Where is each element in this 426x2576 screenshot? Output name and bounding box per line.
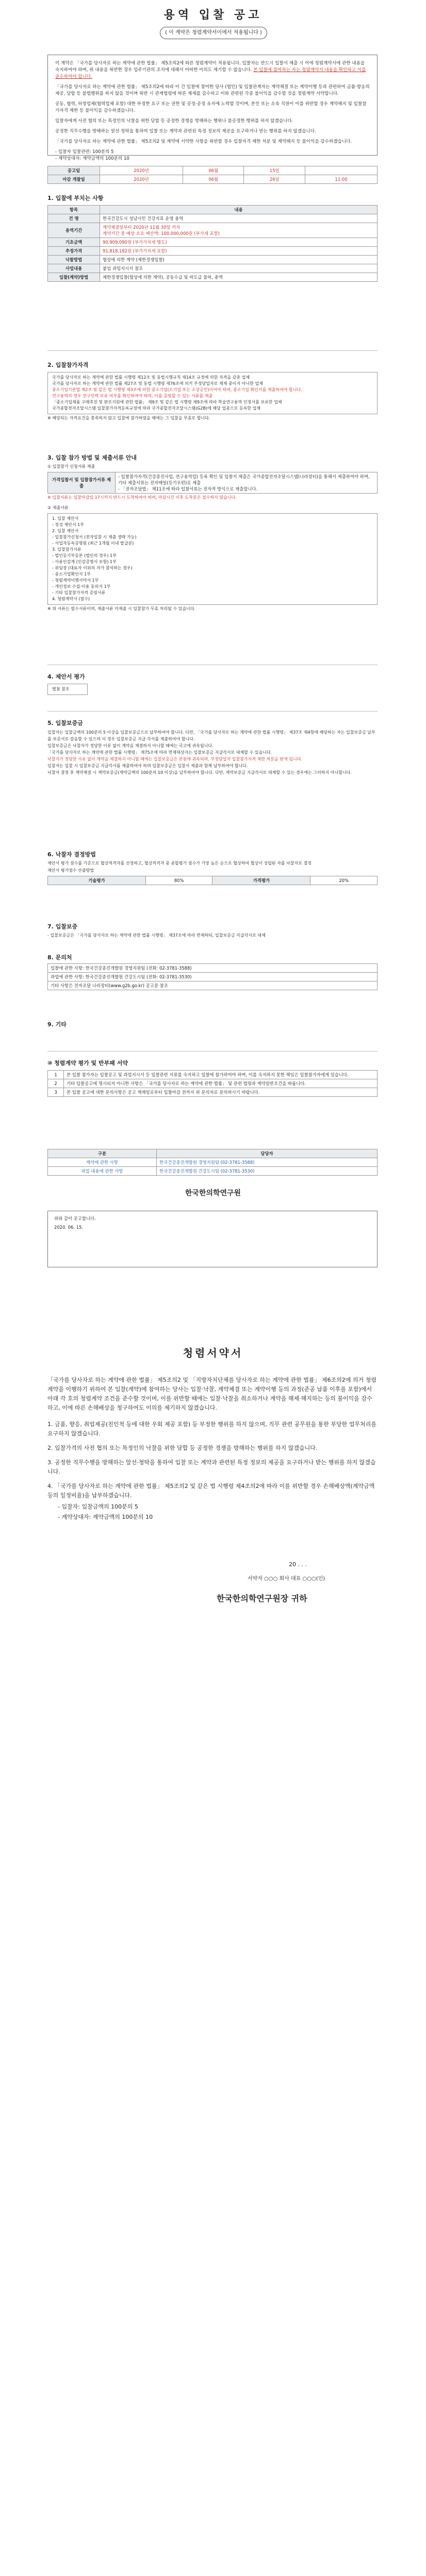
score-value: 20% <box>310 876 378 885</box>
contact-detail: 한국건강증진개발원 건강도시팀 (02-3781-3530) <box>157 1167 378 1176</box>
schedule-day: 15일 <box>244 166 305 175</box>
row-number: 3 <box>48 1088 64 1097</box>
score-value: 80% <box>145 876 212 885</box>
column-header: 구분 <box>48 1149 157 1158</box>
table-row <box>48 964 378 973</box>
row-label: 기초금액 <box>48 238 100 247</box>
pledge-intro: 「국가를 당사자로 하는 계약에 관한 법률」 제5조의2 및 「지방자치단체를 당사자로 하는 계약에 관한 법률」 제6조의2에 의거 청렴계약을 이행하기 위하여 본 입찰(계약)에 참여하는 당사는 입찰·낙찰, 계약체결 또는 계약이행 등의 과정(준공 납품 이후를 포함)에서 아래 각 호의 청렴계약 조건을 준수할 것이며, 이를 위반할 때에는 입찰·낙찰을 취소하거나 계약을 해제·해지하는 등의 불이익을 감수하고, 이에 따른 손해배상을 청구하여도 이의를 제기하지 않겠습니다. <box>47 1377 376 1411</box>
table-header-row <box>48 206 378 214</box>
section-2-title: 2. 입찰참가자격 <box>47 362 89 368</box>
intro-paragraph-5: 공정한 직무수행을 방해하는 알선·청탁을 통하여 입찰 또는 계약과 관련된 특정 정보의 제공을 요구하거나 받는 행위를 하지 않겠습니다. <box>55 129 316 134</box>
section-10-title: ⑩ 청렴계약 평가 및 반부패 서약 <box>47 1060 128 1066</box>
table-row <box>48 876 378 885</box>
table-row <box>48 166 378 175</box>
misc-table <box>47 1070 378 1097</box>
schedule-year: 2020년 <box>100 166 183 175</box>
table-row <box>48 1088 378 1097</box>
row-value: 붙임 과업지시서 참조 <box>100 264 378 273</box>
intro-paragraph-3: 공동, 협력, 하청업체(협력업체 포함) 대한 부정한 요구 또는 권한 및 공정·공정 유지에 노력할 것이며, 본인 또는 소속 직원이 이를 위반할 경우 계약해지 및 입찰참가자격 제한 등 불이익을 감수하겠습니다. <box>55 101 367 113</box>
schedule-section <box>47 166 378 184</box>
closing-box <box>47 1211 378 1267</box>
row-label: 입찰(계약)방법 <box>48 273 100 282</box>
table-row <box>48 1158 378 1167</box>
qualification-footnote: ※ 해당되는 자격요건을 충족하지 않고 입찰에 참가하였을 때에는 그 입찰을 무효로 합니다. <box>47 416 210 420</box>
list-item: 3. 입찰참가서류 <box>52 547 81 552</box>
column-header: 항목 <box>48 206 100 214</box>
row-value: 91,818,182원 (부가가치세 포함) <box>100 247 378 256</box>
row-label: 용역기간 <box>48 223 100 238</box>
row-value: 협상에 의한 계약 (제한경쟁입찰) <box>100 256 378 264</box>
table-row <box>48 1079 378 1088</box>
row-label: 사업내용 <box>48 264 100 273</box>
document-list <box>47 513 378 605</box>
submission-table <box>47 472 378 494</box>
row-label: 건 명 <box>48 214 100 223</box>
list-item: - 정성 제안서 1부 <box>52 522 84 527</box>
table-row <box>48 175 378 184</box>
list-item: - 사용인감계 (인감증명서 포함) 1부 <box>52 560 117 564</box>
list-item: 낙찰자가 정당한 사유 없이 계약을 체결하지 아니할 때에는 입찰보증금은 본원에 귀속되며, 부정당업자 입찰참가자격 제한 처분을 받게 됩니다. <box>47 757 302 761</box>
row-value: 90,909,090원 (부가가치세 별도) <box>100 238 378 247</box>
row-text: 본 입찰 공고에 대한 문의사항은 공고 게재일로부터 입찰마감 전까지 위 문의처로 문의하시기 바랍니다. <box>64 1088 378 1097</box>
row-value: 한국건강도시 성남시민 건강지표 운영 용역 <box>100 214 378 223</box>
row-label: 낙찰방법 <box>48 256 100 264</box>
table-row <box>48 1167 378 1176</box>
submission-footnote: ※ 입찰서류는 입찰마감일 17시까지 반드시 도착하여야 하며, 마감시간 이후 도착분은 접수하지 않습니다. <box>47 495 237 500</box>
row-number: 2 <box>48 1079 64 1088</box>
submission-detail: - 입찰참가자격(건강증진사업, 연구용역업) 등록 확인 및 입찰서 제출은 국가종합전자조달시스템(나라장터)을 통해서 제출하여야 하며, 기타 제출서류는 전자메일(등기우편)로 제출 - 「전자조달법」 제11조에 따라 입찰서류는 전자적 방식으로 제출합니다. <box>116 472 378 494</box>
pledge-item: 1. 금품, 향응, 취업제공(친인척 등에 대한 우회 제공 포함) 등 부정한 행위를 하지 않으며, 직무 관련 공무원을 통한 부당한 업무처리를 요구하지 않겠습니다. <box>47 1421 376 1437</box>
section-6-title: 6. 낙찰자 결정방법 <box>47 851 96 858</box>
schedule-label: 공고일 <box>48 166 100 175</box>
pledge-item: - 입찰자: 입찰금액의 100분의 5 <box>58 1503 138 1510</box>
row-label: 추정가격 <box>48 247 100 256</box>
contact-section <box>47 1149 378 1176</box>
table-row <box>48 223 378 238</box>
row-text: 기타 입찰공고에 명시되지 아니한 사항은 「국가를 당사자로 하는 계약에 관한 법률」 및 관련 법령과 계약일반조건을 따릅니다. <box>64 1079 378 1088</box>
section-3-title: 3. 입찰 참가 방법 및 제출서류 안내 <box>47 454 137 461</box>
contact-table <box>47 1149 378 1176</box>
list-item: - 개인정보 수집·이용 동의서 1부 <box>52 584 111 589</box>
pledge-recipient: 한국한의학연구원장 귀하 <box>217 1594 307 1603</box>
page-title: 용역 입찰 공고 <box>163 9 263 22</box>
pledge-date: 20 . . . <box>289 1561 307 1568</box>
evaluation-box: 별첨 참조 <box>47 684 88 695</box>
list-item: 2. 입찰 제안서 <box>52 529 79 533</box>
pledge-body <box>47 1376 378 1523</box>
score-table <box>47 876 378 885</box>
intro-highlight: 본 입찰에 참여하는 자는 청렴계약서 내용을 확인하고 이를 준수하여야 합니다. <box>55 67 366 79</box>
divider <box>47 1051 378 1052</box>
list-item: - 입찰참가신청서 (전자입찰 시 제출 생략 가능) <box>52 535 137 539</box>
section-9 <box>47 1020 378 1028</box>
schedule-month: 06월 <box>183 175 244 184</box>
inquiry-row: 입찰에 관한 사항: 한국건강증진개발원 경영지원팀 (전화: 02-3781-3588) <box>48 964 378 973</box>
schedule-label: 마감 개찰일 <box>48 175 100 184</box>
list-item: 입찰자는 입찰금액의 100분의 5 이상을 입찰보증금으로 납부하여야 합니다. 다만, 「국가를 당사자로 하는 계약에 관한 법률 시행령」 제37조 제4항에 해당하는 자는 입찰보증금 납부를 보증서로 갈음할 수 있으며 이 경우 입찰보증금 지급 각서를 제출하여야 합니다. <box>47 730 375 741</box>
row-number: 1 <box>48 1071 64 1079</box>
schedule-time <box>305 166 378 175</box>
pledge-title: 청렴서약서 <box>183 1347 243 1359</box>
schedule-year: 2020년 <box>100 175 183 184</box>
decision-item: 제안서 평가 점수를 기준으로 협상적격자를 선정하고, 협상적격자 중 종합평가 점수가 가장 높은 순으로 협상하여 협상이 성립된 자를 낙찰자로 결정 <box>47 861 312 866</box>
table-row <box>48 273 378 282</box>
pledge-intro-box <box>47 55 378 161</box>
list-item: 「국가를 당사자로 하는 계약에 관한 법률 시행령」 제75조에 따라 면제대상자는 입찰보증금 지급각서로 대체할 수 있습니다. <box>47 750 272 755</box>
section-7-title: 7. 입찰보증 <box>47 923 78 930</box>
list-item: 입찰자는 입찰 시 입찰보증금 지급각서를 제출하여야 하며 입찰보증금은 입찰서 제출과 함께 납부하여야 합니다. <box>47 764 248 768</box>
pledge-item: 2. 입찰가격의 사전 협의 또는 특정인의 낙찰을 위한 담합 등 공정한 경쟁을 방해하는 행위를 하지 않겠습니다. <box>47 1445 318 1451</box>
intro-paragraph-4: 입찰자에게 사전 협의 또는 특정인의 낙찰을 위한 담합 등 공정한 경쟁을 방해하는 행위나 불공정한 행위를 하지 않겠습니다. <box>55 118 293 124</box>
qualification-box <box>47 372 378 414</box>
score-label: 가격평가 <box>212 876 310 885</box>
list-item: - 청렴계약이행서약서 1부 <box>52 578 99 583</box>
pledge-item: - 계약상대자: 계약금액의 100분의 10 <box>58 1514 153 1520</box>
submission-label: 가격입찰서 및 입찰참가서류 제출 <box>48 472 116 494</box>
section-8-title: 8. 문의처 <box>47 954 72 961</box>
organization-name: 한국한의학연구원 <box>185 1189 241 1197</box>
row-value: 제한경쟁입찰(협상에 의한 계약), 공동수급 및 하도급 불허, 총액 <box>100 273 378 282</box>
qualification-item: 국가종합전자조달시스템 입찰참가자격등록규정에 따라 국가종합전자조달시스템(G2B)에 해당 업종으로 등록한 업체 <box>52 406 261 411</box>
contact-category: 과업 내용에 관한 사항 <box>48 1167 157 1176</box>
contact-detail: 한국건강증진개발원 경영지원팀 (02-3781-3588) <box>157 1158 378 1167</box>
section-6 <box>47 850 378 885</box>
pledge-signer: 서약자 ○○○ 회사 대표 ○○○(인) <box>248 1576 325 1582</box>
list-item: - 중소기업확인서 1부 <box>52 572 91 577</box>
section-7 <box>47 922 378 939</box>
column-header: 담당자 <box>157 1149 378 1158</box>
intro-paragraph-6: 「국가를 당사자로 하는 계약에 관한 법률」 제5조의2 및 계약에 서약한 사항을 위반할 경우 입찰자격 제한 처분 및 계약해지 등 불이익을 감수하겠습니다. <box>55 139 352 144</box>
guarantee-text: - 입찰보증금은 「국가를 당사자로 하는 계약에 관한 법률 시행령」 제37조에 따라 면제하되, 입찰보증금 지급각서로 대체 <box>47 933 266 938</box>
section-1-title: 1. 입찰에 부치는 사항 <box>47 195 104 201</box>
qualification-item: 「중소기업제품 구매촉진 및 판로지원에 관한 법률」 제9조 및 같은 법 시행령 제9조에 따라 학술연구용역 인정서를 보유한 업체 <box>52 400 282 404</box>
row-text: 본 입찰 참가자는 입찰공고 및 과업지시서 등 입찰관련 서류를 숙지하고 입찰에 참가하여야 하며, 이를 숙지하지 못한 책임은 입찰참가자에게 있습니다. <box>64 1071 378 1079</box>
section-3-sub2: ② 제출서류 <box>47 505 69 510</box>
table-row <box>48 264 378 273</box>
list-item: - 법인등기부등본 (법인의 경우) 1부 <box>52 553 117 558</box>
inquiry-row: 기타 사항은 전자조달 나라장터(www.g2b.go.kr) 공고문 참조 <box>48 981 378 990</box>
schedule-month: 06월 <box>183 166 244 175</box>
section-9-title: 9. 기타 <box>47 1021 67 1028</box>
section-2 <box>47 361 378 421</box>
section-3 <box>47 453 378 612</box>
closing-text: 위와 같이 공고합니다. <box>54 1216 96 1221</box>
qualification-item: 국가를 당사자로 하는 계약에 관한 법률 시행령 제12조 및 동법시행규칙 제14조 규정에 의한 자격을 갖춘 업체 <box>52 375 250 380</box>
schedule-table <box>47 166 378 184</box>
section-4-title: 4. 제안서 평가 <box>47 673 85 680</box>
section-10 <box>47 1059 378 1097</box>
intro-paragraph-2: 「국가를 당사자로 하는 계약에 관한 법률」 제5조의2에 따라 이 건 입찰에 참여한 당사 (법인) 및 입찰관계자는 계약체결 또는 계약이행 등과 관련하여 금품·향응의 제공, 담합 등 불법행위를 하지 않을 것이며 위반 시 관계법령에 따른 제재를 감수하고 이와 관련된 각종 불이익을 감수할 것을 청렴계약 서약합니다. <box>55 84 370 96</box>
table-row <box>48 247 378 256</box>
list-item: 입찰보증금은 낙찰자가 정당한 이유 없이 계약을 체결하지 아니할 때에는 국고에 귀속됩니다. <box>47 743 214 748</box>
closing-date: 2020. 06. 15. <box>54 1225 83 1230</box>
inquiry-row: 과업에 관한 사항: 한국건강증진개발원 건강도시팀 (전화: 02-3781-3530) <box>48 973 378 981</box>
table-row <box>48 1071 378 1079</box>
decision-item: 제안서 평가점수 산출방법 <box>47 868 94 873</box>
table-row <box>48 214 378 223</box>
contract-notice-badge: ( 이 계약은 청렴계약서이에서 적용됩니다 ) <box>160 27 267 39</box>
intro-penalty-1: - 입찰자 입찰관련: 100분의 5 <box>55 149 114 155</box>
pledge-item: 4. 「국가를 당사자로 하는 계약에 관한 법률」 제5조의2 및 같은 법 시행령 제4조의2에 따라 이를 위반할 경우 손해배상액(계약금액 등의 일정비율)을 납부하겠습니다. <box>47 1483 375 1499</box>
table-row <box>48 256 378 264</box>
pledge-item: 3. 공정한 직무수행을 방해하는 알선·청탁을 통하여 입찰 또는 계약과 관련된 특정 정보의 제공을 요구하거나 받는 행위를 하지 않겠습니다. <box>47 1459 376 1475</box>
list-item: - 위임장 (대표자 이외의 자가 참석하는 경우) <box>52 566 133 570</box>
schedule-day: 26일 <box>244 175 305 184</box>
column-header: 내용 <box>100 206 378 214</box>
schedule-time: 11:00 <box>305 175 378 184</box>
row-value: 계약체결일부터 2020년 11월 30일 까지 계약기간 중 예상 소요 예산액: 100,000,000원 (부가세 포함) <box>100 223 378 238</box>
qualification-item: 연구용역의 경우 연구인력 보유 여부를 확인하여야 하며, 이를 증빙할 수 있는 서류를 제출 <box>52 394 213 398</box>
table-header-row <box>48 1149 378 1158</box>
table-row <box>48 472 378 494</box>
table-row <box>48 238 378 247</box>
inquiry-table <box>47 963 378 990</box>
section-5-title: 5. 입찰보증금 <box>47 720 83 726</box>
qualification-item: 국가를 당사자로 하는 계약에 관한 법률 제27조 및 동법 시행령 제76조에 의거 부정당업자로 제재 중이지 아니한 업체 <box>52 381 263 386</box>
list-item: 낙찰자 결정 후 계약체결 시 계약보증금(계약금액의 100분의 10 이상)을 납부하여야 합니다. 다만, 계약보증금 지급각서로 대체할 수 있는 경우에는 그러하지 아니합니다. <box>47 770 352 775</box>
section-4 <box>47 672 378 695</box>
section-1 <box>47 194 378 282</box>
list-item: 1. 입찰 제안서 <box>52 516 79 521</box>
section-8 <box>47 953 378 990</box>
bid-info-table <box>47 205 378 282</box>
deposit-list <box>47 729 378 776</box>
table-row <box>48 981 378 990</box>
qualification-item: 중소기업기본법 제2조 및 같은 법 시행령 제3조에 의한 중소기업(소기업 또는 소상공인)이어야 하며, 중소기업 확인서를 제출하여야 합니다. <box>52 387 302 392</box>
score-label: 기술평가 <box>48 876 146 885</box>
contact-category: 계약에 관한 사항 <box>48 1158 157 1167</box>
document-note: ※ 위 서류는 필수서류이며, 제출서류 미제출 시 입찰참가 무효 처리될 수 있습니다. <box>47 606 196 611</box>
list-item: 4. 청렴계약서 (필수) <box>52 597 90 601</box>
section-5 <box>47 719 378 776</box>
divider <box>47 350 378 351</box>
intro-penalty-2: - 계약상대자: 계약금액의 100분의 10 <box>55 156 129 161</box>
table-row <box>48 973 378 981</box>
list-item: - 사업자등록증명원 (최근 1개월 이내 발급분) <box>52 541 134 546</box>
section-3-sub1: ① 입찰참가 신청서류 제출 <box>47 464 95 469</box>
list-item: - 기타 입찰참가자격 증빙서류 <box>52 590 106 595</box>
intro-paragraph-1: 이 계약은 「국가를 당사자로 하는 계약에 관한 법률」 제5조의2에 따른 청렴계약이 적용됩니다. 입찰자는 반드시 입찰서 제출 시 이에 청렴계약서에 관한 내용을 숙지하여야 하며, 위 내용을 위반한 경우 입주기관의 조치에 대해서 어떠한 이의도 제기할 수 없습니다. 본 입찰에 참여하는 자는 청렴계약서 내용을 확인하고 이를 준수하여야 합니다. <box>55 61 366 79</box>
